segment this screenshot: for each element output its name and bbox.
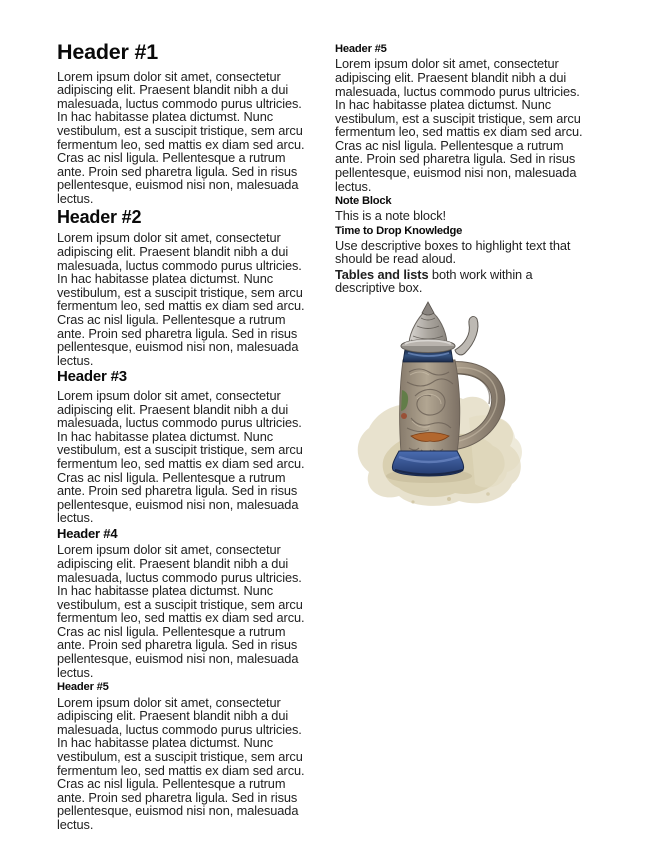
stein-finial — [422, 302, 434, 315]
right-column — [335, 41, 593, 297]
tables-lists-text — [335, 268, 593, 295]
paragraph-right: Lorem ipsum dolor sit amet, consectetur adipiscing elit. Praesent blandit nibh a dui malesuada, luctus commodo purus ultricies. In hac habitasse platea dictumst. Nunc vestibulum, est a suscipit tristique, sem arcu fermentum leo, sed mattis ex diam sed arcu. Cras ac nisl ligula. Pellentesque a rutrum ante. Proin sed pharetra ligula. Sed in risus pellentesque, euismod nisi non, malesuada lectus. — [335, 56, 583, 194]
paragraph-5: Lorem ipsum dolor sit amet, consectetur adipiscing elit. Praesent blandit nibh a dui malesuada, luctus commodo purus ultricies. In hac habitasse platea dictumst. Nunc vestibulum, est a suscipit tristique, sem arcu fermentum leo, sed mattis ex diam sed arcu. Cras ac nisl ligula. Pellentesque a rutrum ante. Proin sed pharetra ligula. Sed in risus pellentesque, euismod nisi non, malesuada lectus. — [57, 694, 305, 832]
heading-5: Header #5 — [57, 681, 109, 694]
paragraph-1: Lorem ipsum dolor sit amet, consectetur adipiscing elit. Praesent blandit nibh a dui malesuada, luctus commodo purus ultricies. In hac habitasse platea dictumst. Nunc vestibulum, est a suscipit tristique, sem arcu fermentum leo, sed mattis ex diam sed arcu. Cras ac nisl ligula. Pellentesque a rutrum ante. Proin sed pharetra ligula. Sed in risus pellentesque, euismod nisi non, malesuada lectus. — [57, 68, 305, 206]
stein-lid-dome — [409, 311, 447, 343]
beer-stein-illustration — [349, 300, 530, 509]
paragraph-4: Lorem ipsum dolor sit amet, consectetur adipiscing elit. Praesent blandit nibh a dui malesuada, luctus commodo purus ultricies. In hac habitasse platea dictumst. Nunc vestibulum, est a suscipit tristique, sem arcu fermentum leo, sed mattis ex diam sed arcu. Cras ac nisl ligula. Pellentesque a rutrum ante. Proin sed pharetra ligula. Sed in risus pellentesque, euismod nisi non, malesuada lectus. — [57, 542, 305, 680]
paragraph-2: Lorem ipsum dolor sit amet, consectetur adipiscing elit. Praesent blandit nibh a dui malesuada, luctus commodo purus ultricies. In hac habitasse platea dictumst. Nunc vestibulum, est a suscipit tristique, sem arcu fermentum leo, sed mattis ex diam sed arcu. Cras ac nisl ligula. Pellentesque a rutrum ante. Proin sed pharetra ligula. Sed in risus pellentesque, euismod nisi non, malesuada lectus. — [57, 230, 305, 368]
beer-stein-svg — [349, 300, 530, 509]
knowledge-text: Use descriptive boxes to highlight text that should be read aloud. — [335, 237, 571, 267]
heading-5-right: Header #5 — [335, 43, 387, 55]
heading-4: Header #4 — [57, 526, 118, 542]
knowledge-heading: Time to Drop Knowledge — [335, 224, 463, 237]
paragraph-3: Lorem ipsum dolor sit amet, consectetur adipiscing elit. Praesent blandit nibh a dui malesuada, luctus commodo purus ultricies. In hac habitasse platea dictumst. Nunc vestibulum, est a suscipit tristique, sem arcu fermentum leo, sed mattis ex diam sed arcu. Cras ac nisl ligula. Pellentesque a rutrum ante. Proin sed pharetra ligula. Sed in risus pellentesque, euismod nisi non, malesuada lectus. — [57, 388, 305, 526]
note-block-text: This is a note block! — [335, 208, 446, 224]
heading-2: Header #2 — [57, 206, 142, 227]
tables-lists-bold: Tables and lists — [335, 266, 429, 282]
tables-lists-rest: both work within a descriptive box. — [335, 266, 533, 296]
note-block-heading: Note Block — [335, 195, 392, 208]
stein-thumb-lever — [455, 317, 478, 355]
heading-3: Header #3 — [57, 368, 127, 386]
left-column — [57, 41, 315, 834]
stein-red-accent — [401, 413, 407, 419]
heading-1: Header #1 — [57, 40, 158, 64]
